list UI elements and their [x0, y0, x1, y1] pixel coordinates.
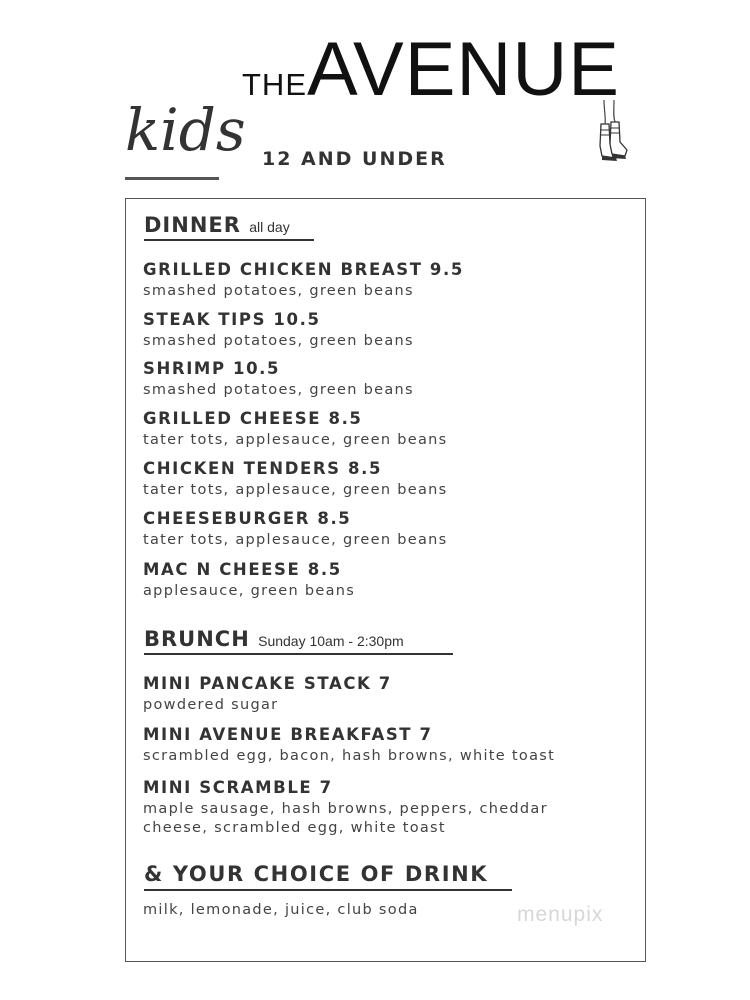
- drink-options: milk, lemonade, juice, club soda: [143, 902, 419, 918]
- dinner-title: DINNER: [144, 213, 241, 237]
- item-name: MINI PANCAKE STACK 7: [143, 674, 392, 693]
- menu-item: [143, 359, 623, 400]
- menu-item: [143, 778, 573, 838]
- item-name: CHICKEN TENDERS 8.5: [143, 459, 383, 478]
- drink-underline: [144, 889, 512, 891]
- kids-script-title: kids: [125, 96, 246, 164]
- item-name: MAC N CHEESE 8.5: [143, 560, 342, 579]
- brunch-heading: [144, 627, 404, 651]
- item-description: smashed potatoes, green beans: [143, 333, 414, 349]
- menu-item: [143, 260, 623, 301]
- item-description: tater tots, applesauce, green beans: [143, 482, 448, 498]
- drink-heading: & YOUR CHOICE OF DRINK: [144, 862, 489, 886]
- dinner-subtitle: all day: [249, 219, 290, 235]
- dinner-underline: [144, 239, 314, 241]
- hanging-shoes-icon: [592, 100, 628, 172]
- item-name: SHRIMP 10.5: [143, 359, 281, 378]
- menu-item: [143, 560, 623, 601]
- kids-underline: [125, 177, 219, 180]
- age-limit: 12 AND UNDER: [262, 148, 447, 170]
- menu-item: [143, 459, 623, 500]
- dinner-heading: [144, 213, 290, 237]
- item-description: smashed potatoes, green beans: [143, 283, 414, 299]
- item-name: MINI SCRAMBLE 7: [143, 778, 333, 797]
- item-description: tater tots, applesauce, green beans: [143, 432, 448, 448]
- item-description: applesauce, green beans: [143, 583, 356, 599]
- brunch-subtitle: Sunday 10am - 2:30pm: [258, 633, 404, 649]
- menu-item: [143, 509, 623, 550]
- item-description: powdered sugar: [143, 697, 279, 713]
- item-description: smashed potatoes, green beans: [143, 382, 414, 398]
- item-name: CHEESEBURGER 8.5: [143, 509, 352, 528]
- item-name: STEAK TIPS 10.5: [143, 310, 321, 329]
- item-name: MINI AVENUE BREAKFAST 7: [143, 725, 433, 744]
- logo-the: THE: [242, 67, 307, 102]
- watermark: menupix: [517, 903, 604, 926]
- item-description: maple sausage, hash browns, peppers, cheddar cheese, scrambled egg, white toast: [143, 801, 548, 836]
- menu-item: [143, 674, 623, 715]
- item-name: GRILLED CHICKEN BREAST 9.5: [143, 260, 464, 279]
- item-description: tater tots, applesauce, green beans: [143, 532, 448, 548]
- menu-item: [143, 310, 623, 351]
- item-description: scrambled egg, bacon, hash browns, white toast: [143, 748, 556, 764]
- restaurant-logo: [242, 27, 620, 112]
- menu-item: [143, 725, 623, 766]
- menu-item: [143, 409, 623, 450]
- item-name: GRILLED CHEESE 8.5: [143, 409, 363, 428]
- brunch-underline: [144, 653, 453, 655]
- logo-avenue: AVENUE: [307, 27, 620, 112]
- brunch-title: BRUNCH: [144, 627, 250, 651]
